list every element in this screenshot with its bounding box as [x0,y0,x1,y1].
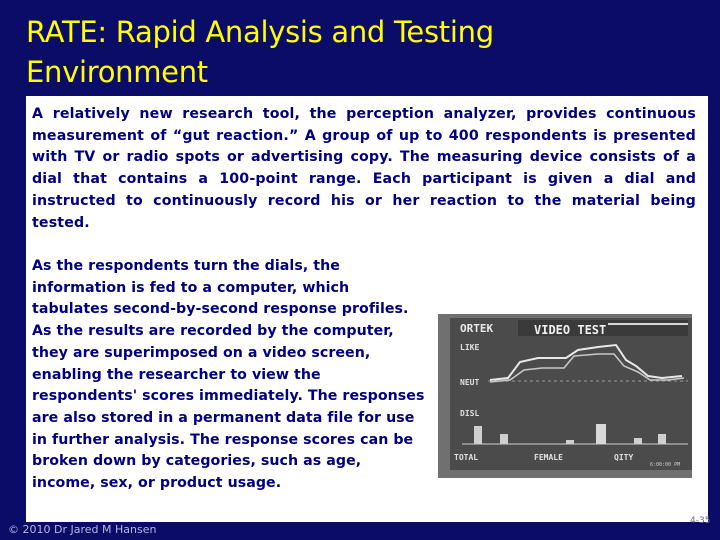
screen-inner [450,318,692,470]
category-total: TOTAL [454,453,479,462]
bar-5 [634,438,642,444]
neut-label: NEUT [460,378,480,387]
detail-paragraph: As the respondents turn the dials, the information is fed to a computer, which tabulates second-by-second response profiles. As the results are recorded by the computer, they are superimposed on a video screen, enabling the researcher to view the respondents' scores immediately. The responses are also stored in a permanent data file for use in further analysis. The response scores can be broken down by categories, such as age, income, sex, or product usage. [32,258,425,492]
footer-copyright: © 2010 Dr Jared M Hansen [8,523,157,536]
disl-label: DISL [460,409,480,418]
like-label: LIKE [460,343,480,352]
screen-timestamp: 6:00:00 PM [650,462,681,468]
slide-title: RATE: Rapid Analysis and Testing Environment [26,15,494,89]
bar-4 [596,424,606,444]
analyzer-screen-graphic [438,314,692,478]
category-qity: QITY [614,453,634,462]
slide-number: 4-35 [690,516,711,526]
category-female: FEMALE [534,453,563,462]
bar-6 [658,434,666,444]
intro-paragraph: A relatively new research tool, the perception analyzer, provides continuous measurement of “gut reaction.” A group of up to 400 respondents is presented with TV or radio spots or advertising copy. The measuring device consists of a dial that contains a 100-point range. Each participant is given a dial and instructed to continuously record his or her reaction to the material being tested. [32,106,696,231]
bar-3 [566,440,574,444]
content-panel [26,96,708,522]
brand-label: ORTEK [460,322,494,335]
bar-2 [500,434,508,444]
perception-analyzer-screenshot [438,314,692,478]
bar-1 [474,426,482,444]
heading-label: VIDEO TEST [534,323,607,337]
